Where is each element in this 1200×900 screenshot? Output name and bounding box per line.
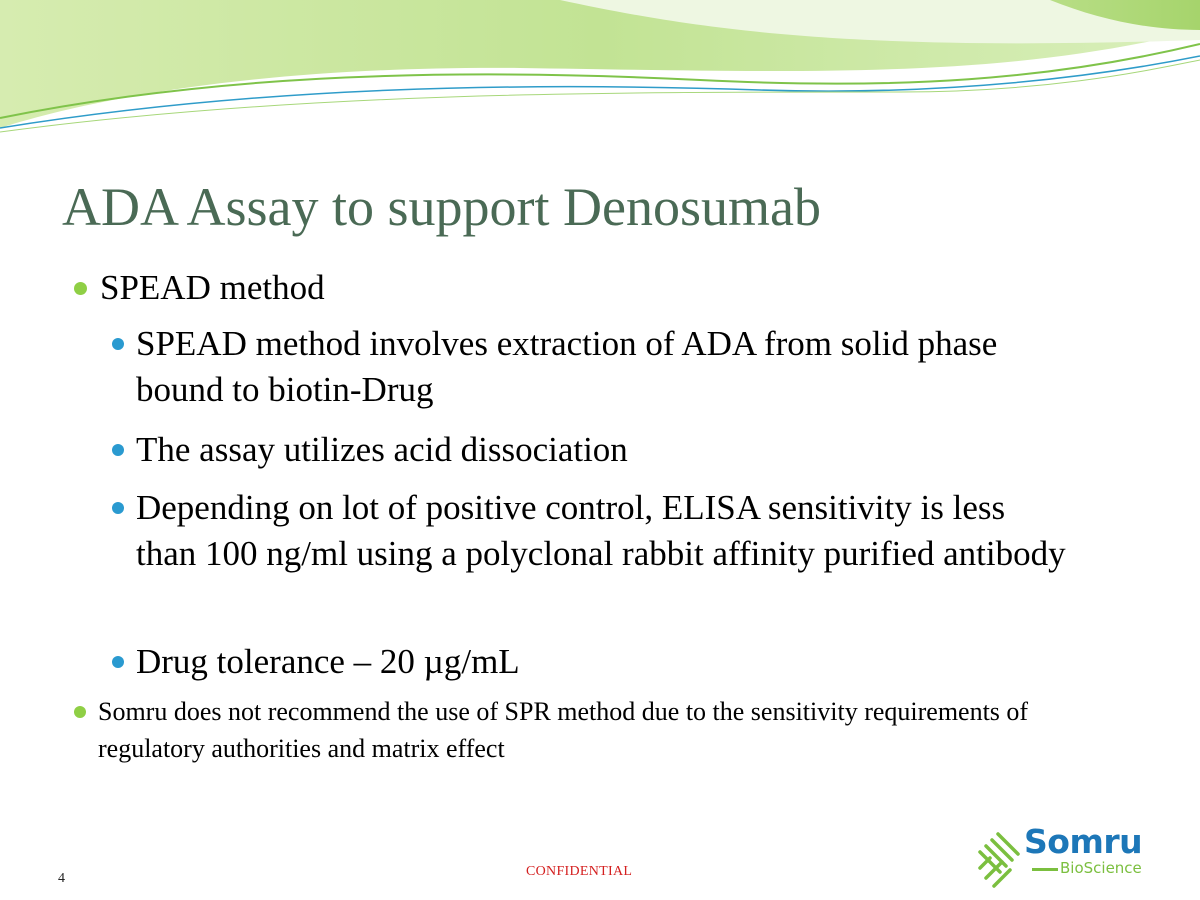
confidential-label: CONFIDENTIAL — [526, 864, 633, 879]
header-wave-decoration — [0, 0, 1200, 140]
sub-bullet-text: SPEAD method involves extraction of ADA from solid phase bound to biotin-Drug — [136, 324, 998, 409]
sub-bullet-3 — [112, 485, 1072, 577]
note-bullet-text: Somru does not recommend the use of SPR method due to the sensitivity requirements of regulatory authorities and matrix effect — [98, 697, 1029, 763]
page-number: 4 — [58, 871, 65, 886]
sub-bullet-text: The assay utilizes acid dissociation — [136, 430, 628, 469]
sub-bullet-text: Drug tolerance – 20 µg/mL — [136, 642, 520, 681]
bullet-dot-icon — [112, 656, 124, 668]
bullet-dot-icon — [112, 338, 124, 350]
main-bullet — [74, 265, 325, 311]
logo-underline — [1032, 868, 1058, 871]
bullet-dot-icon — [74, 706, 86, 718]
somru-logo — [976, 822, 1146, 892]
bullet-dot-icon — [74, 282, 87, 295]
sub-bullet-2 — [112, 427, 1072, 473]
sub-bullet-1 — [112, 321, 1072, 413]
sub-bullet-4 — [112, 639, 1072, 685]
somru-logo-mark-icon — [976, 830, 1028, 890]
slide-title: ADA Assay to support Denosumab — [62, 177, 821, 237]
logo-name: Somru — [1024, 822, 1143, 861]
logo-subtitle: BioScience — [1060, 859, 1142, 877]
bullet-dot-icon — [112, 502, 124, 514]
sub-bullet-text: Depending on lot of positive control, ELISA sensitivity is less than 100 ng/ml using a polyclonal rabbit affinity purified antibody — [136, 488, 1066, 573]
main-bullet-text: SPEAD method — [100, 268, 325, 307]
bullet-dot-icon — [112, 444, 124, 456]
note-bullet — [74, 693, 1074, 767]
